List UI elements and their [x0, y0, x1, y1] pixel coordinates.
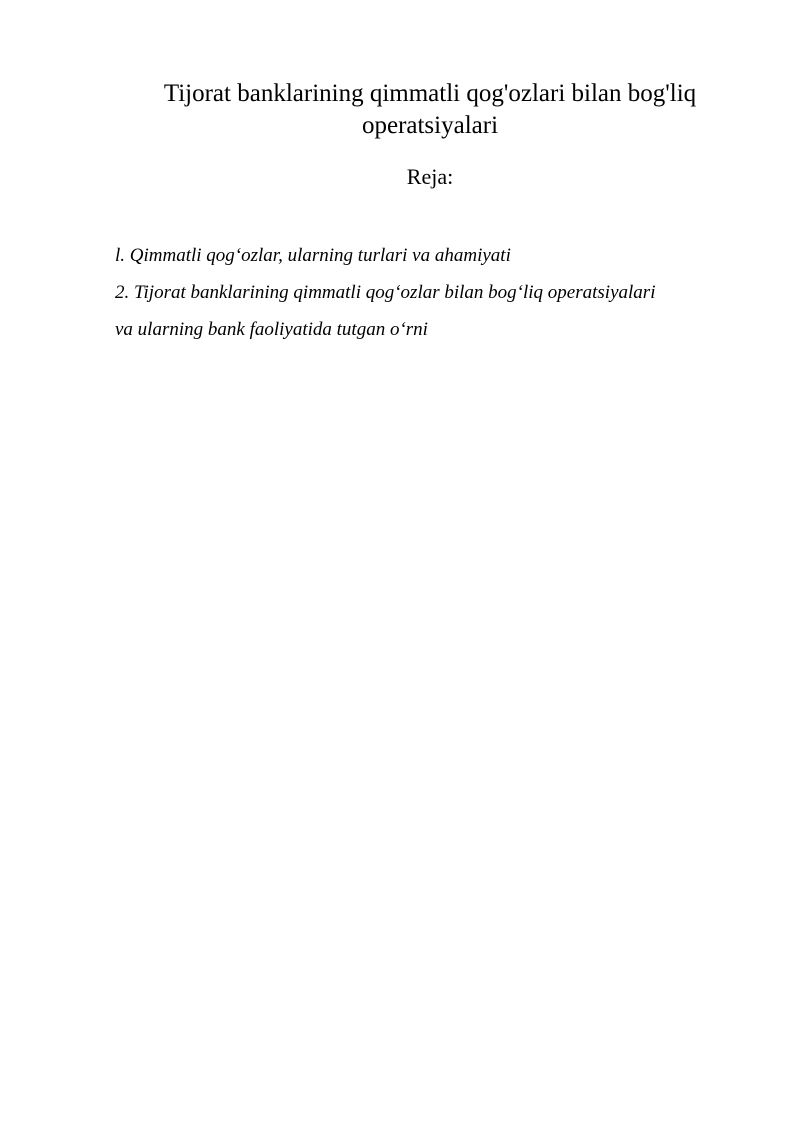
plan-list [115, 237, 755, 348]
plan-heading: Reja: [406, 164, 454, 189]
plan-item-1: l. Qimmatli qog‘ozlar, ularning turlari va ahamiyati [115, 245, 511, 266]
plan-item-2: 2. Tijorat banklarining qimmatli qog‘ozlar bilan bog‘liq operatsiyalari [115, 282, 656, 303]
document-title [100, 78, 760, 142]
document-title-line-1: Tijorat banklarining qimmatli qog'ozlari bilan bog'liq [163, 80, 697, 107]
document-title-line-2: operatsiyalari [361, 112, 499, 139]
plan-item-2-continuation: va ularning bank faoliyatida tutgan o‘rni [115, 319, 428, 340]
